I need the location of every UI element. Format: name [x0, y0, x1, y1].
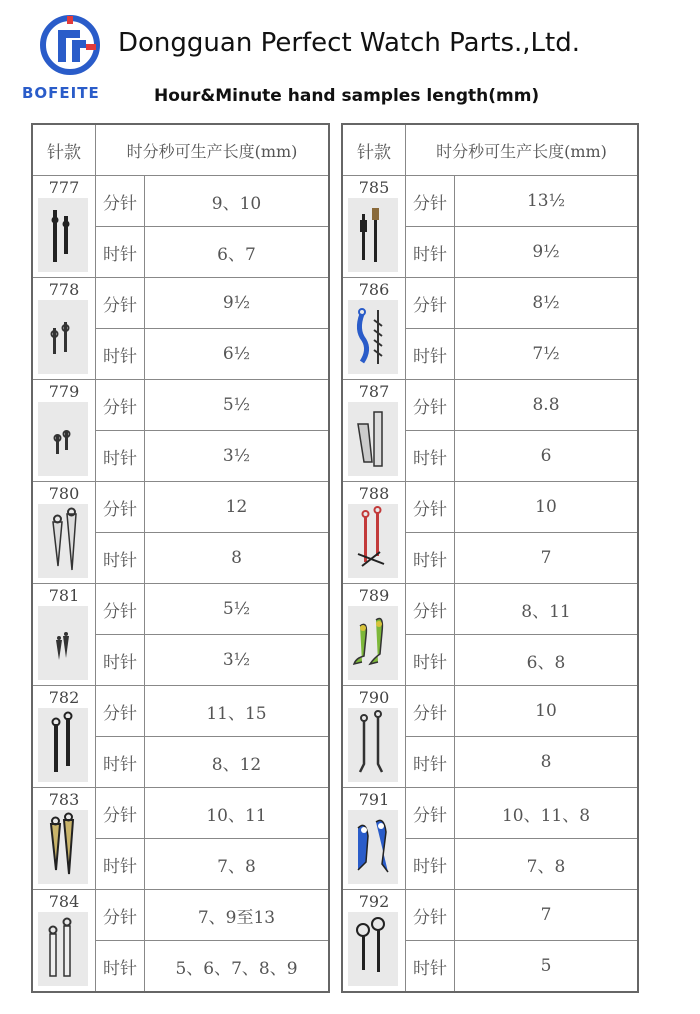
logo-emblem-icon [40, 14, 100, 76]
watch-hands-image [348, 810, 398, 884]
table-row [33, 890, 328, 991]
minute-hand-length: 11、15 [206, 703, 267, 724]
minute-hand-row [406, 176, 637, 226]
hands-table-right [341, 123, 639, 993]
minute-hand-label: 分针 [406, 176, 455, 226]
hour-hand-row [406, 940, 637, 991]
minute-hand-length: 8.8 [532, 395, 560, 415]
watch-hands-image [38, 198, 88, 272]
hour-hand-label: 时针 [406, 635, 455, 685]
minute-hand-row [96, 482, 328, 532]
watch-hands-image [38, 810, 88, 884]
hour-hand-row [96, 940, 328, 991]
minute-hand-length: 5½ [222, 395, 251, 415]
table-row [33, 482, 328, 584]
minute-hand-label: 分针 [96, 482, 145, 532]
minute-hand-row [96, 278, 328, 328]
minute-hand-length: 12 [225, 497, 248, 517]
model-cell [343, 584, 406, 685]
hour-hand-row [96, 838, 328, 889]
model-cell [343, 890, 406, 991]
table-row [33, 278, 328, 380]
minute-hand-label: 分针 [96, 380, 145, 430]
table-row [33, 686, 328, 788]
header-length: 时分秒可生产长度(mm) [436, 141, 607, 161]
model-number: 778 [48, 280, 80, 299]
watch-hands-image [38, 402, 88, 476]
hour-hand-label: 时针 [96, 635, 145, 685]
minute-hand-row [406, 278, 637, 328]
minute-hand-label: 分针 [406, 686, 455, 736]
hour-hand-length: 8 [231, 548, 242, 568]
hour-hand-label: 时针 [96, 533, 145, 583]
hour-hand-row [96, 328, 328, 379]
model-number: 792 [358, 892, 390, 911]
model-cell [33, 584, 96, 685]
minute-hand-row [96, 788, 328, 838]
hour-hand-length: 6、7 [217, 244, 256, 265]
hour-hand-label: 时针 [96, 227, 145, 277]
watch-hands-image [348, 402, 398, 476]
minute-hand-label: 分针 [406, 380, 455, 430]
hour-hand-length: 9½ [532, 242, 560, 262]
hour-hand-length: 8、12 [211, 754, 262, 775]
model-number: 790 [358, 688, 390, 707]
model-number: 788 [358, 484, 390, 503]
minute-hand-length: 8、11 [521, 601, 571, 622]
hour-hand-length: 7½ [532, 344, 560, 364]
table-row [33, 176, 328, 278]
minute-hand-length: 10 [535, 497, 557, 517]
hour-hand-label: 时针 [406, 431, 455, 481]
model-cell [33, 788, 96, 889]
minute-hand-label: 分针 [96, 176, 145, 226]
hour-hand-label: 时针 [96, 329, 145, 379]
table-row [343, 482, 637, 584]
hour-hand-row [406, 736, 637, 787]
hour-hand-length: 5、6、7、8、9 [175, 958, 298, 979]
minute-hand-label: 分针 [96, 890, 145, 940]
minute-hand-row [406, 788, 637, 838]
minute-hand-length: 10、11 [206, 805, 267, 826]
model-number: 782 [48, 688, 80, 707]
model-cell [33, 380, 96, 481]
header-model: 针款 [343, 125, 406, 175]
model-number: 777 [48, 178, 80, 197]
hour-hand-label: 时针 [406, 941, 455, 991]
model-number: 784 [48, 892, 80, 911]
model-cell [33, 890, 96, 991]
watch-hands-image [38, 606, 88, 680]
hour-hand-row [96, 226, 328, 277]
minute-hand-row [406, 686, 637, 736]
minute-hand-length: 13½ [526, 191, 566, 211]
hands-table-left [31, 123, 330, 993]
minute-hand-row [96, 890, 328, 940]
watch-hands-image [38, 708, 88, 782]
minute-hand-label: 分针 [406, 278, 455, 328]
minute-hand-label: 分针 [96, 788, 145, 838]
watch-hands-image [38, 504, 88, 578]
model-cell [33, 482, 96, 583]
hour-hand-row [96, 532, 328, 583]
minute-hand-length: 10 [535, 701, 557, 721]
hour-hand-length: 6½ [222, 344, 251, 364]
model-cell [33, 686, 96, 787]
minute-hand-row [96, 176, 328, 226]
minute-hand-row [406, 482, 637, 532]
model-number: 789 [358, 586, 390, 605]
model-cell [343, 686, 406, 787]
hour-hand-length: 3½ [222, 650, 251, 670]
model-cell [343, 278, 406, 379]
header-model: 针款 [33, 125, 96, 175]
model-number: 779 [48, 382, 80, 401]
hour-hand-length: 3½ [222, 446, 251, 466]
hour-hand-row [406, 430, 637, 481]
model-number: 787 [358, 382, 390, 401]
model-number: 780 [48, 484, 80, 503]
hour-hand-label: 时针 [96, 839, 145, 889]
minute-hand-length: 9、10 [211, 193, 262, 214]
table-header [343, 125, 637, 176]
hour-hand-row [406, 328, 637, 379]
hour-hand-row [406, 838, 637, 889]
minute-hand-label: 分针 [406, 482, 455, 532]
header-length: 时分秒可生产长度(mm) [126, 141, 298, 161]
hour-hand-length: 6、8 [526, 652, 566, 673]
model-cell [343, 482, 406, 583]
table-row [343, 584, 637, 686]
minute-hand-label: 分针 [406, 788, 455, 838]
table-row [343, 890, 637, 991]
minute-hand-row [96, 686, 328, 736]
minute-hand-label: 分针 [96, 686, 145, 736]
minute-hand-row [96, 380, 328, 430]
hour-hand-row [406, 634, 637, 685]
watch-hands-image [348, 504, 398, 578]
minute-hand-row [406, 890, 637, 940]
model-cell [343, 380, 406, 481]
hour-hand-label: 时针 [96, 941, 145, 991]
table-row [343, 788, 637, 890]
table-row [343, 176, 637, 278]
watch-hands-image [348, 300, 398, 374]
hour-hand-length: 7、8 [217, 856, 256, 877]
model-cell [343, 176, 406, 277]
table-header [33, 125, 328, 176]
hour-hand-label: 时针 [96, 737, 145, 787]
hour-hand-label: 时针 [406, 737, 455, 787]
model-number: 791 [358, 790, 390, 809]
model-number: 786 [358, 280, 390, 299]
hour-hand-row [96, 736, 328, 787]
hour-hand-length: 6 [540, 446, 552, 466]
minute-hand-length: 9½ [222, 293, 251, 313]
model-cell [343, 788, 406, 889]
model-cell [33, 176, 96, 277]
page-subtitle: Hour&Minute hand samples length(mm) [154, 86, 540, 106]
hour-hand-label: 时针 [96, 431, 145, 481]
hour-hand-label: 时针 [406, 839, 455, 889]
model-number: 783 [48, 790, 80, 809]
hour-hand-label: 时针 [406, 329, 455, 379]
watch-hands-image [348, 606, 398, 680]
table-row [343, 278, 637, 380]
watch-hands-image [348, 912, 398, 986]
model-number: 781 [48, 586, 80, 605]
watch-hands-image [38, 300, 88, 374]
hour-hand-length: 7 [540, 548, 552, 568]
company-name: Dongguan Perfect Watch Parts.,Ltd. [118, 28, 580, 58]
watch-hands-image [348, 708, 398, 782]
company-logo [22, 14, 118, 102]
minute-hand-length: 5½ [222, 599, 251, 619]
hour-hand-row [406, 226, 637, 277]
model-cell [33, 278, 96, 379]
hour-hand-length: 5 [540, 956, 552, 976]
minute-hand-row [406, 380, 637, 430]
hour-hand-label: 时针 [406, 533, 455, 583]
hour-hand-row [96, 634, 328, 685]
minute-hand-length: 7 [540, 905, 552, 925]
table-row [33, 788, 328, 890]
watch-hands-image [38, 912, 88, 986]
hour-hand-row [406, 532, 637, 583]
minute-hand-label: 分针 [406, 584, 455, 634]
minute-hand-row [96, 584, 328, 634]
minute-hand-length: 10、11、8 [501, 805, 591, 826]
minute-hand-length: 7、9至13 [197, 907, 276, 928]
hour-hand-row [96, 430, 328, 481]
minute-hand-label: 分针 [96, 584, 145, 634]
minute-hand-label: 分针 [406, 890, 455, 940]
table-row [33, 380, 328, 482]
hour-hand-label: 时针 [406, 227, 455, 277]
minute-hand-row [406, 584, 637, 634]
minute-hand-length: 8½ [532, 293, 560, 313]
watch-hands-image [348, 198, 398, 272]
table-row [343, 686, 637, 788]
model-number: 785 [358, 178, 390, 197]
hour-hand-length: 8 [540, 752, 552, 772]
table-row [33, 584, 328, 686]
logo-text: BOFEITE [22, 84, 100, 102]
table-row [343, 380, 637, 482]
minute-hand-label: 分针 [96, 278, 145, 328]
hour-hand-length: 7、8 [526, 856, 566, 877]
